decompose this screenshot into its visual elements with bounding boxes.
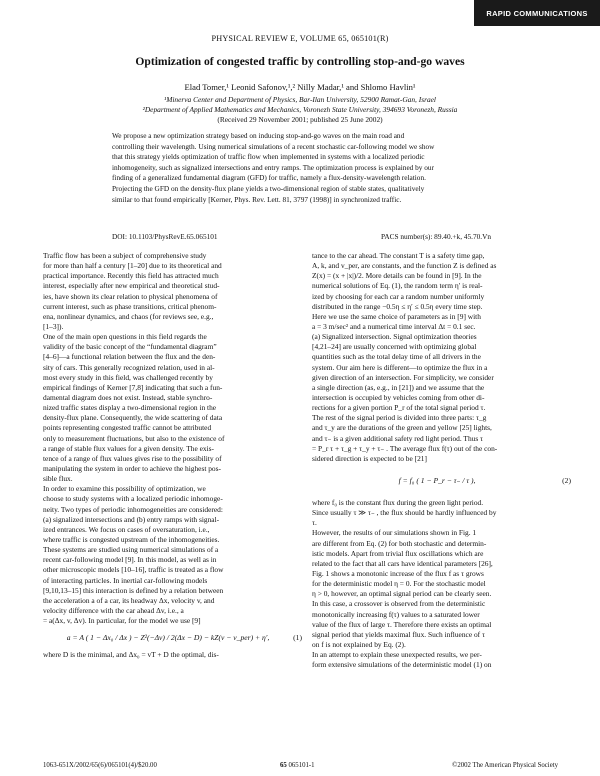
text-line: = a(Δx, v, Δv). In particular, for the model we use [9] (43, 616, 201, 626)
text-line: η > 0, however, an optimal signal period can be clearly seen. (312, 589, 492, 599)
text-line: ies, have shown its clear relation to physical phenomena of (43, 291, 218, 301)
text-line: validity of the basic concept of the “fundamental diagram” (43, 342, 217, 352)
author-list: Elad Tomer,¹ Leonid Safonov,¹,² Nilly Madar,¹ and Shlomo Havlin¹ (184, 82, 416, 92)
text-line: intersection is occupied by vehicles coming from other di- (312, 392, 485, 402)
text-line: monotonically increasing f(τ) values to a saturated lower (312, 609, 480, 619)
text-line: where f₀ is the constant flux during the green light period. (312, 497, 484, 507)
text-line: τ. (312, 518, 317, 528)
text-line: One of the main open questions in this field regards the (43, 332, 207, 342)
text-line: istic models. Apart from trivial flux oscillations which are (312, 548, 484, 558)
text-line: manipulating the system in order to achieve the highest pos- (43, 463, 221, 473)
text-line: numerical solutions of Eq. (1), the random term η′ is real- (312, 281, 483, 291)
text-line: are different from Eq. (2) for both stochastic and determin- (312, 538, 487, 548)
paper-title: Optimization of congested traffic by controlling stop-and-go waves (135, 55, 465, 68)
text-line: In an attempt to explain these unexpected results, we per- (312, 650, 482, 660)
right-column-text-continued (312, 498, 571, 670)
text-line: In order to examine this possibility of optimization, we (43, 484, 206, 494)
text-line: form extensive simulations of the deterministic model (1) on (312, 660, 492, 670)
text-line: [9,10,13–15] this interaction is defined by a relation between (43, 585, 224, 595)
text-line: of interacting particles. In inertial car-following models (43, 575, 208, 585)
text-line: damental diagram does not exist. Instead, stable synchro- (43, 392, 213, 402)
text-line: ena, nonlinear dynamics, and chaos (for reviews see, e.g., (43, 311, 214, 321)
footer-issn: 1063-651X/2002/65(6)/065101(4)/$20.00 (43, 762, 157, 769)
text-line: for more than half a century [1–20] due to its theoretical and (43, 261, 222, 271)
text-line: given direction of an intersection. For simplicity, we consider (312, 372, 494, 382)
received-date: (Received 29 November 2001; published 25 June 2002) (217, 115, 383, 124)
right-column-text (312, 251, 571, 464)
text-line: a range of stable flux values for a given density. The exis- (43, 443, 214, 453)
text-line: A, k, and v_per, are constants, and the function Z is defined as (312, 261, 497, 271)
text-line: for the deterministic model η = 0. For the stochastic model (312, 579, 486, 589)
text-line: points representing congested traffic cannot be attributed (43, 423, 212, 433)
rapid-communications-banner: RAPID COMMUNICATIONS (474, 0, 600, 26)
text-line: sidered direction is expected to be [21] (312, 453, 427, 463)
equation-2 (312, 464, 571, 498)
left-column-text-continued (43, 650, 302, 660)
text-line: nized traffic states display a two-dimensional region in the (43, 403, 217, 413)
text-line: related to the fact that all cars have identical parameters [26], (312, 558, 493, 568)
text-line: [4,21–24] are usually concerned with optimizing global (312, 342, 477, 352)
doi-link[interactable]: DOI: 10.1103/PhysRevE.65.065101 (112, 232, 218, 241)
text-line: = P_r τ + τ_g + τ_y + τ₋ . The average flux f(τ) out of the con- (312, 443, 498, 453)
abstract-line: finding of a generalized fundamental diagram (GFD) for traffic, namely a flux-density-wavelength relation. (112, 173, 426, 183)
text-line: distributed in the range −0.5η ≤ η′ ≤ 0.5η every time step. (312, 301, 483, 311)
affiliation-1: ¹Minerva Center and Department of Physics, Bar-Ilan University, 52900 Ramat-Gan, Israel (164, 95, 436, 104)
text-line: sity of cars. This generally recognized relation, used in al- (43, 362, 215, 372)
text-line: a single direction (as, e.g., in [21]) and we assume that the (312, 382, 485, 392)
text-line: interest, especially after new empirical and theoretical stud- (43, 281, 220, 291)
text-line: neity. Two types of periodic inhomogeneities are considered: (43, 504, 223, 514)
footer-page-number: 065101-1 (288, 762, 315, 769)
right-column (312, 251, 571, 670)
text-line: on f is not explained by Eq. (2). (312, 639, 406, 649)
text-line: ized entrances. We focus on cases of oversaturation, i.e., (43, 524, 210, 534)
text-line: quantities such as the total delay time of all drivers in the (312, 352, 481, 362)
text-line: However, the results of our simulations shown in Fig. 1 (312, 528, 477, 538)
abstract-line: similar to that found empirically [Kerner, Phys. Rev. Lett. 81, 3797 (1998)] in synchronized traffic. (112, 194, 402, 204)
text-line: [1–3]). (43, 321, 64, 331)
text-line: tance to the car ahead. The constant T is a safety time gap, (312, 251, 485, 260)
abstract-line: inhomogeneity, such as signalized intersections and entry ramps. The optimization process is explained by our (112, 162, 434, 172)
pacs-numbers: PACS number(s): 89.40.+k, 45.70.Vn (380, 232, 491, 241)
text-line: the acceleration a of a car, its headway Δx, velocity v, and (43, 595, 215, 605)
abstract (112, 131, 492, 205)
left-column (43, 251, 302, 660)
left-column-text (43, 251, 302, 626)
abstract-line: Projecting the GFD on the density-flux plane yields a two-dimensional region of stable states, qualitatively (112, 183, 425, 193)
text-line: rections for a given portion P_r of the total signal period τ. (312, 403, 486, 413)
text-line: (a) signalized intersections and (b) entry ramps with signal- (43, 514, 220, 524)
text-line: The rest of the signal period is divided into three parts: τ_g (312, 413, 487, 423)
equation-2-body: f = f₀ ( 1 − P_r − τ₋ / τ ), (398, 475, 476, 485)
text-line: [4–6]—a functional relation between the flux and the den- (43, 352, 216, 362)
text-line: where D is the minimal, and Δx₀ = vT + D the optimal, dis- (43, 650, 219, 660)
text-line: value of the flux of large τ. Therefore there exists an optimal (312, 619, 492, 629)
text-line: choose to study systems with a localized periodic inhomoge- (43, 494, 223, 504)
text-line: empirical findings of Kerner [7,8] indicating that such a fun- (43, 382, 223, 392)
text-line: most every study in this field, was challenged recently by (43, 372, 213, 382)
text-line: recent car-following model [9]. In this model, as well as in (43, 555, 217, 565)
text-line: system. Our aim here is different—to optimize the flux in a (312, 362, 488, 372)
text-line: (a) Signalized intersection. Signal optimization theories (312, 332, 477, 342)
text-line: other microscopic models [10–16], traffic is treated as a flow (43, 565, 224, 575)
text-line: Fig. 1 shows a monotonic increase of the flux f as τ grows (312, 568, 484, 578)
text-line: Since usually τ ≫ τ₋ , the flux should be hardly influenced by (312, 508, 497, 518)
abstract-line: controlling their wavelength. Using numerical simulations of a recent stochastic car-following model we show (112, 141, 435, 151)
equation-1-body: a = A ( 1 − Δx₀ / Δx ) − Z²(−Δv) / 2(Δx − D) − kZ(v − v_per) + η′, (66, 633, 270, 643)
abstract-line: that this strategy yields optimization of traffic flow when implemented in systems with a localized periodic (112, 152, 425, 162)
text-line: Z(x) = (x + |x|)/2. More details can be found in [9]. In the (312, 271, 482, 281)
footer-page (280, 762, 315, 769)
text-line: ized by choosing for each car a random number uniformly (312, 291, 485, 301)
equation-2-number: (2) (562, 475, 571, 485)
text-line: velocity difference with the car ahead Δv, i.e., a (43, 605, 184, 615)
equation-1 (43, 626, 302, 650)
text-line: a = 3 m/sec² and a numerical time interval Δt = 0.1 sec. (312, 321, 476, 331)
text-line: signal period that yields maximal flux. Such influence of τ (312, 629, 485, 639)
text-line: In this case, a crossover is observed from the deterministic (312, 599, 486, 609)
footer-volume: 65 (280, 762, 287, 769)
text-line: Traffic flow has been a subject of comprehensive study (43, 251, 207, 260)
text-line: These systems are studied using numerical simulations of a (43, 545, 219, 555)
text-line: only to measurement fluctuations, but also to the existence of (43, 433, 225, 443)
text-line: and τ_y are the durations of the green and yellow [25] lights, (312, 423, 492, 433)
affiliation-2: ²Department of Applied Mathematics and Mechanics, Voronezh State University, 394693 Voronezh, Russia (142, 105, 458, 114)
text-line: sible flux. (43, 474, 73, 484)
text-line: density-flux plane. Consequently, the wide scattering of data (43, 413, 223, 423)
journal-header: PHYSICAL REVIEW E, VOLUME 65, 065101(R) (211, 34, 389, 43)
text-line: Here we use the same choice of parameters as in [9] with (312, 311, 481, 321)
text-line: current interest, such as phase transitions, critical phenom- (43, 301, 217, 311)
text-line: where traffic is congested upstream of the inhomogeneities. (43, 534, 220, 544)
footer-copyright: ©2002 The American Physical Society (452, 762, 558, 769)
text-line: and τ₋ is a given additional safety red light period. Thus τ (312, 433, 484, 443)
abstract-line: We propose a new optimization strategy based on inducing stop-and-go waves on the main road and (112, 131, 405, 140)
text-line: practical importance. Recently this field has attracted much (43, 271, 219, 281)
equation-1-number: (1) (293, 633, 302, 643)
text-line: tence of a range of flux values gives rise to the possibility of (43, 453, 222, 463)
